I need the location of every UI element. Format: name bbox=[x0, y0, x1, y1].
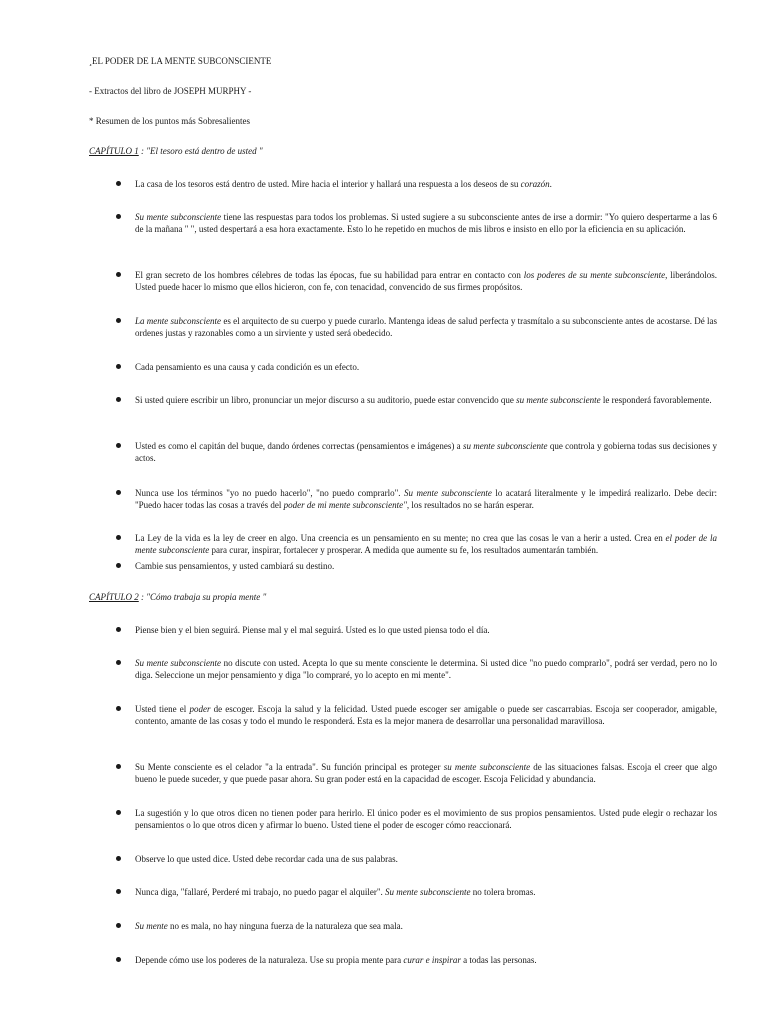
bullet-icon bbox=[116, 660, 121, 665]
chapter-1-heading bbox=[89, 145, 263, 157]
list-item: Su mente subconsciente tiene las respuestas para todos los problemas. Si usted sugiere a su subconsciente antes de irse a dormir: "Yo quiero despertarme a las 6 de la mañana " ", usted despertará a esa hora exactamente. Esto lo he repetido en muchos de mis libros e insisto en ello por la eficiencia en su aplicación. bbox=[135, 212, 717, 234]
list-item: Su mente subconsciente no discute con usted. Acepta lo que su mente consciente le determina. Si usted dice "no puedo comprarlo", podrá ser verdad, pero no lo diga. Seleccione un mejor pensamiento y diga "lo compraré, yo lo acepto en mi mente". bbox=[135, 658, 717, 680]
bullet-icon bbox=[116, 490, 121, 495]
bullet-icon bbox=[116, 923, 121, 928]
bullet-icon bbox=[116, 856, 121, 861]
bullet-icon bbox=[116, 214, 121, 219]
bullet-icon bbox=[116, 764, 121, 769]
list-item: Observe lo que usted dice. Usted debe recordar cada una de sus palabras. bbox=[135, 854, 398, 864]
bullet-icon bbox=[116, 443, 121, 448]
chapter-2-title: CAPÍTULO 2 bbox=[89, 592, 139, 602]
list-item: Usted tiene el poder de escoger. Escoja la salud y la felicidad. Usted puede escoger ser amigable o puede ser cascarrabias. Escoja ser cooperador, amigable, contento, amante de las cosas y todo el mundo le responderá. Esta es la mejor manera de desarrollar una personalidad maravillosa. bbox=[135, 704, 717, 726]
chapter-2-heading bbox=[89, 591, 266, 603]
list-item: Usted es como el capitán del buque, dando órdenes correctas (pensamientos e imágenes) a su mente subconsciente que controla y gobierna todas sus decisiones y actos. bbox=[135, 441, 717, 463]
bullet-icon bbox=[116, 627, 121, 632]
bullet-icon bbox=[116, 181, 121, 186]
chapter-1-title: CAPÍTULO 1 bbox=[89, 146, 139, 156]
list-item: Cambie sus pensamientos, y usted cambiará su destino. bbox=[135, 561, 335, 571]
list-item: La sugestión y lo que otros dicen no tienen poder para herirlo. El único poder es el movimiento de sus propios pensamientos. Usted pude elegir o rechazar los pensamientos o lo que otros dicen y afirmar lo bueno. Usted tiene el poder de escoger cómo reaccionará. bbox=[135, 808, 717, 830]
list-item: Depende cómo use los poderes de la naturaleza. Use su propia mente para curar e inspirar a todas las personas. bbox=[135, 955, 537, 965]
list-item: Si usted quiere escribir un libro, pronunciar un mejor discurso a su auditorio, puede estar convencido que su mente subconsciente le responderá favorablemente. bbox=[135, 395, 712, 405]
bullet-icon bbox=[116, 318, 121, 323]
bullet-icon bbox=[116, 535, 121, 540]
list-item: La mente subconsciente es el arquitecto de su cuerpo y puede curarlo. Mantenga ideas de salud perfecta y trasmítalo a su subconsciente antes de acostarse. Dé las ordenes justas y razonables como a un sirviente y usted será obedecido. bbox=[135, 316, 718, 338]
bullet-icon bbox=[116, 957, 121, 962]
bullet-icon bbox=[116, 810, 121, 815]
list-item: La casa de los tesoros está dentro de usted. Mire hacia el interior y hallará una respuesta a los deseos de su corazón. bbox=[135, 179, 552, 189]
chapter-2-subtitle: : "Cómo trabaja su propia mente " bbox=[138, 592, 267, 602]
list-item: Piense bien y el bien seguirá. Piense mal y el mal seguirá. Usted es lo que usted piensa todo el día. bbox=[135, 625, 490, 635]
list-item: Nunca use los términos "yo no puedo hacerlo", "no puedo comprarlo". Su mente subconsciente lo acatará literalmente y le impedirá realizarlo. Debe decir: "Puedo hacer todas las cosas a través del poder de mi mente subconsciente", los resultados no se harán esperar. bbox=[135, 488, 717, 510]
list-item: Su mente no es mala, no hay ninguna fuerza de la naturaleza que sea mala. bbox=[135, 921, 403, 931]
chapter-1-subtitle: : "El tesoro está dentro de usted " bbox=[138, 146, 263, 156]
bullet-icon bbox=[116, 563, 121, 568]
bullet-icon bbox=[116, 364, 121, 369]
bullet-icon bbox=[116, 706, 121, 711]
bullet-icon bbox=[116, 272, 121, 277]
list-item: Su Mente consciente es el celador "a la entrada". Su función principal es proteger su mente subconsciente de las situaciones falsas. Escoja el creer que algo bueno le puede suceder, y que puede pasar ahora. Su gran poder está en la capacidad de escoger. Escoja Felicidad y abundancia. bbox=[135, 762, 717, 784]
document-subtitle: - Extractos del libro de JOSEPH MURPHY - bbox=[89, 86, 252, 96]
list-item: El gran secreto de los hombres célebres de todas las épocas, fue su habilidad para entrar en contacto con los poderes de su mente subconsciente, liberándolos. Usted puede hacer lo mismo que ellos hicieron, con fe, con tenacidad, convencido de sus firmes propósitos. bbox=[135, 270, 717, 292]
bullet-icon bbox=[116, 397, 121, 402]
document-title: ¸EL PODER DE LA MENTE SUBCONSCIENTE bbox=[89, 56, 272, 66]
list-item: Nunca diga, "fallaré, Perderé mi trabajo, no puedo pagar el alquiler". Su mente subconsciente no tolera bromas. bbox=[135, 887, 536, 897]
list-item: La Ley de la vida es la ley de creer en algo. Una creencia es un pensamiento en su mente; no crea que las cosas le van a herir a usted. Crea en el poder de la mente subconsciente para curar, inspirar, fortalecer y prosperar. A medida que aumente su fe, los resultados aumentarán también. bbox=[135, 533, 717, 555]
bullet-icon bbox=[116, 889, 121, 894]
list-item: Cada pensamiento es una causa y cada condición es un efecto. bbox=[135, 362, 360, 372]
document-summary-line: * Resumen de los puntos más Sobresalientes bbox=[89, 116, 250, 126]
